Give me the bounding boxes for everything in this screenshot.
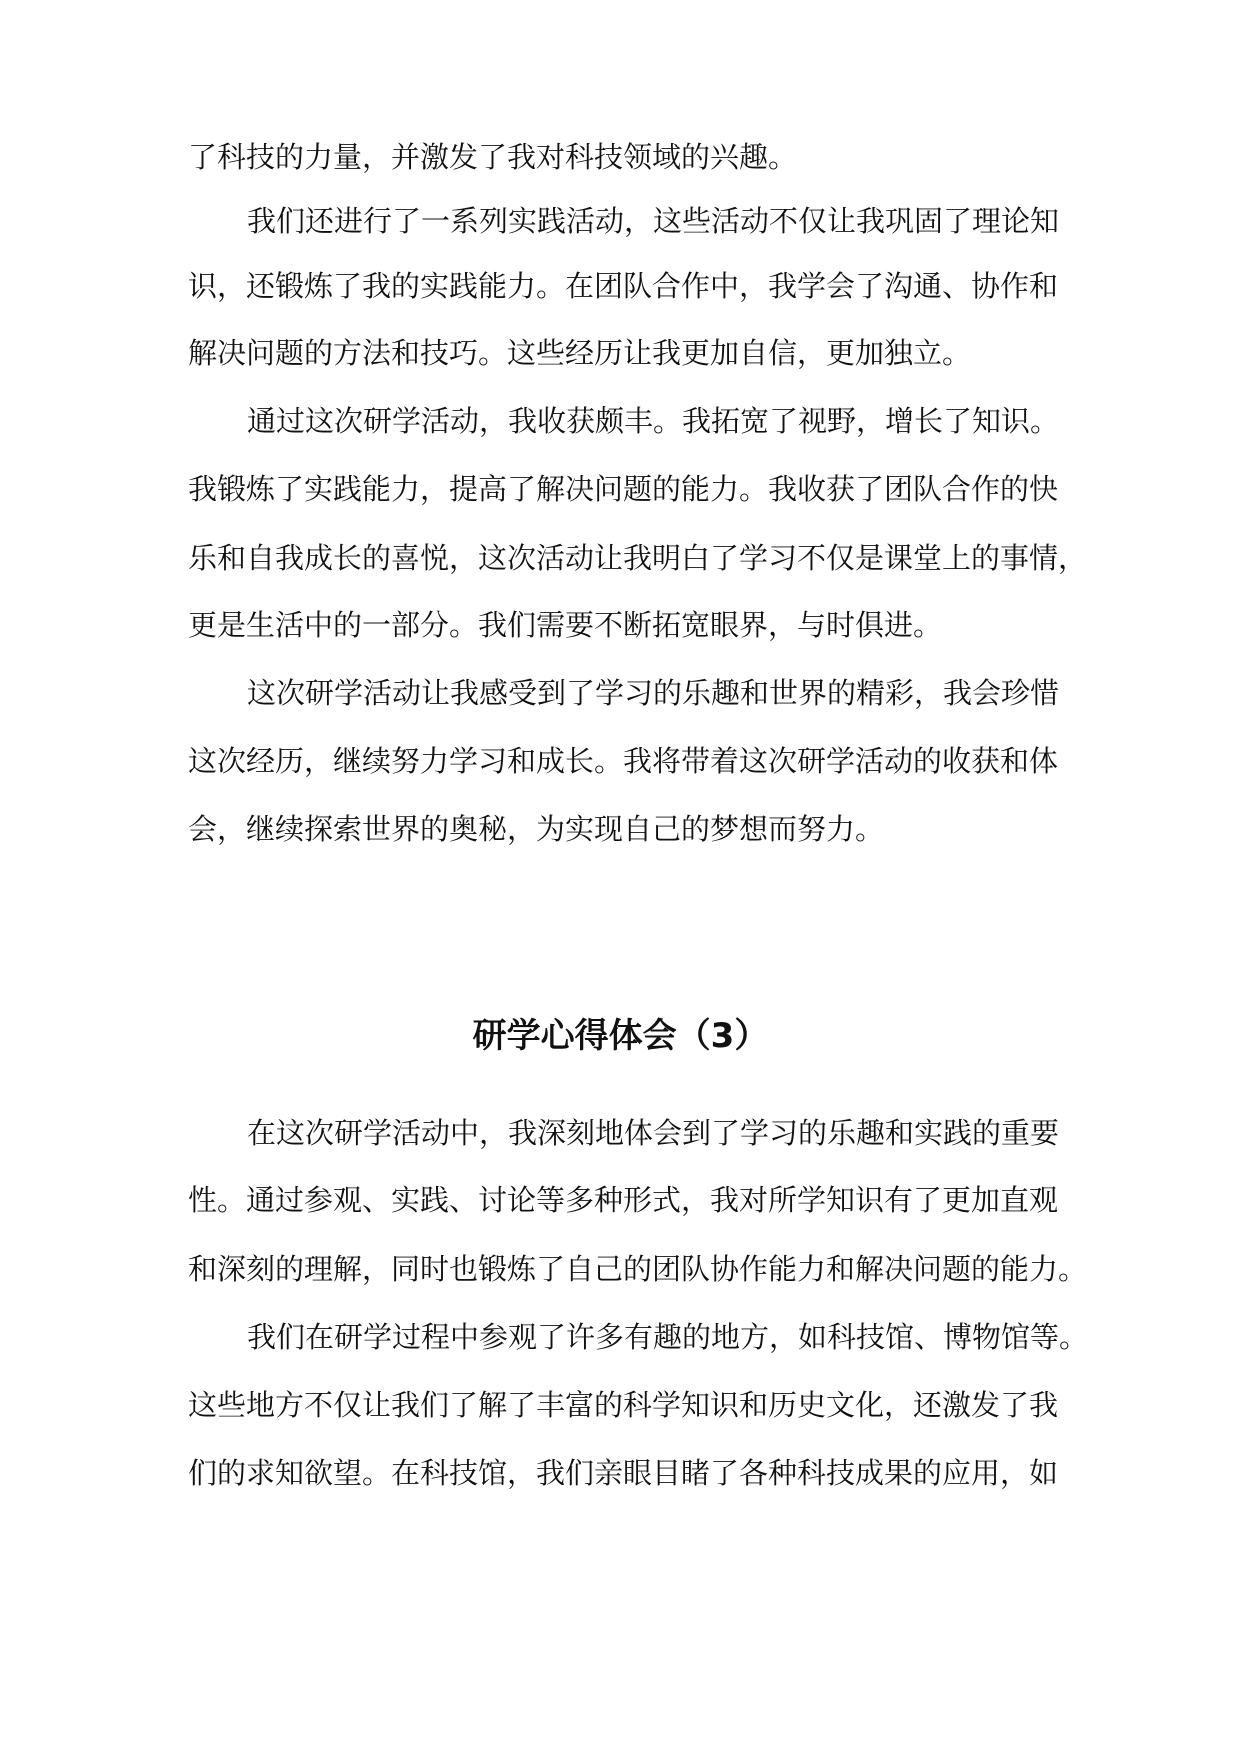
text-line: 性。通过参观、实践、讨论等多种形式，我对所学知识有了更加直观: [188, 1183, 1059, 1217]
section-heading: 研学心得体会（3）: [472, 1016, 769, 1056]
text-line: 这些地方不仅让我们了解了丰富的科学知识和历史文化，还激发了我: [188, 1388, 1059, 1422]
text-line: 我锻炼了实践能力，提高了解决问题的能力。我收获了团队合作的快: [188, 472, 1059, 506]
text-line: 在这次研学活动中，我深刻地体会到了学习的乐趣和实践的重要: [247, 1116, 1060, 1150]
text-line: 通过这次研学活动，我收获颇丰。我拓宽了视野，增长了知识。: [247, 404, 1060, 438]
text-line: 我们还进行了一系列实践活动，这些活动不仅让我巩固了理论知: [247, 204, 1060, 238]
text-line: 解决问题的方法和技巧。这些经历让我更加自信，更加独立。: [188, 336, 972, 370]
text-line: 识，还锻炼了我的实践能力。在团队合作中，我学会了沟通、协作和: [188, 269, 1059, 303]
text-line: 更是生活中的一部分。我们需要不断拓宽眼界，与时俱进。: [188, 608, 943, 642]
text-line: 这次研学活动让我感受到了学习的乐趣和世界的精彩，我会珍惜: [247, 676, 1060, 710]
text-line: 这次经历，继续努力学习和成长。我将带着这次研学活动的收获和体: [188, 744, 1059, 778]
text-line: 乐和自我成长的喜悦，这次活动让我明白了学习不仅是课堂上的事情，: [188, 541, 1088, 575]
text-line: 们的求知欲望。在科技馆，我们亲眼目睹了各种科技成果的应用，如: [188, 1456, 1059, 1490]
text-line: 和深刻的理解，同时也锻炼了自己的团队协作能力和解决问题的能力。: [188, 1252, 1088, 1286]
text-line: 我们在研学过程中参观了许多有趣的地方，如科技馆、博物馆等。: [247, 1320, 1089, 1354]
text-line: 会，继续探索世界的奥秘，为实现自己的梦想而努力。: [188, 812, 885, 846]
text-line: 了科技的力量，并激发了我对科技领域的兴趣。: [188, 140, 798, 174]
